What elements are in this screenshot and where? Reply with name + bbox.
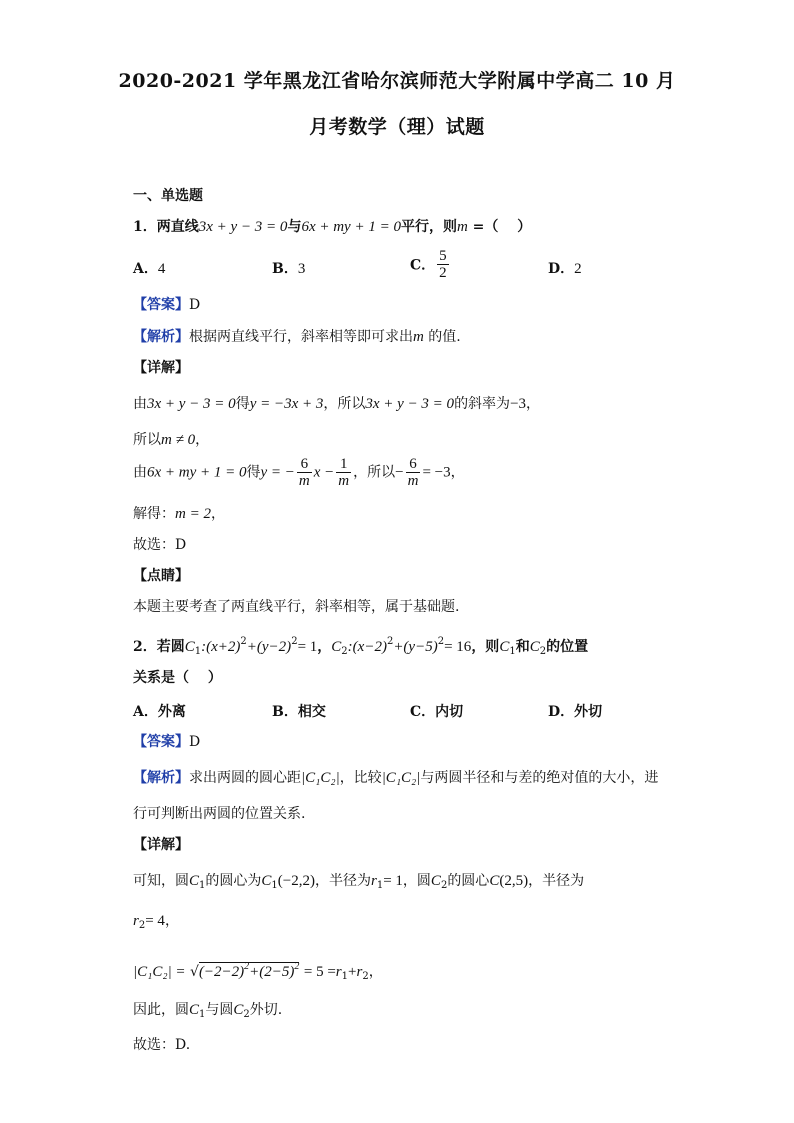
q2-stem: 2．若圆$C_1:(x+2)^2+(y-2)^2= 1$，$C_2:(x-2)^2+(y-5)^2= 16$，则$C_1$和$C_2$的位置 (133, 636, 589, 657)
q2-option-a: A．外离 (133, 704, 186, 720)
q1-option-d: D．2 (548, 261, 582, 277)
analysis-tag: 【解析】 (133, 329, 189, 345)
q1-detail-line5: 故选：D (133, 537, 187, 553)
doc-title-line2: 月考数学（理）试题 (309, 116, 485, 138)
q2-option-c: C．内切 (410, 704, 464, 720)
q1-option-c-fraction: $\frac{5}{2}$ (439, 248, 447, 281)
fraction-6-over-m-2: $\frac{6}{m}$ (407, 456, 419, 489)
q2-analysis-cont: 行可判断出两圆的位置关系. (133, 806, 306, 822)
q1-option-b: B．3 (272, 261, 306, 277)
q2-detail-line3: $|C_1C_2| = √(-2-2)^2+(2-5)^2 = 5 =r_1+r_2$， (133, 961, 383, 982)
sqrt-sign: √ (190, 964, 199, 980)
q1-comment-tag: 【点睛】 (133, 568, 189, 584)
section-heading: 一、单选题 (133, 188, 203, 204)
q1-answer: 【答案】D (133, 297, 201, 313)
doc-title-line1: 2020-2021 学年黑龙江省哈尔滨师范大学附属中学高二 10 月 (118, 70, 676, 92)
fraction-6-over-m: $\frac{6}{m}$ (298, 456, 310, 489)
answer-tag: 【答案】 (133, 734, 189, 750)
sqrt-radicand: $(-2-2)^2+(2-5)^2$ (198, 961, 300, 980)
q1-line-b: 6x + my + 1 = 0 (301, 219, 401, 235)
q2-detail-line2: $r_2= 4$， (133, 913, 179, 931)
q1-option-a: A．4 (133, 261, 166, 277)
q1-line-a: 3x + y − 3 = 0 (198, 219, 288, 235)
q2-detail-line1: 可知，圆$C_1$的圆心为$C_1(-2,2)$，半径为$r_1= 1$，圆$C_2$的圆心C(2,5)，半径为 (133, 873, 585, 891)
q1-comment: 本题主要考查了两直线平行，斜率相等，属于基础题. (133, 599, 460, 615)
q2-number: 2． (133, 639, 157, 655)
q1-detail-line4: 解得：m = 2， (133, 506, 225, 522)
q1-detail-line2: 所以m ≠ 0， (133, 432, 210, 448)
q1-detail-line3: 由6x + my + 1 = 0得y = − $\frac{6}{m}$ x − $\frac{1}{m}$ ，所以− $\frac{6}{m}$ = −3， (133, 456, 465, 489)
q1-detail-line1: 由3x + y − 3 = 0得y = −3x + 3，所以3x + y − 3 = 0的斜率为−3， (133, 396, 541, 412)
fraction-1-over-m: $\frac{1}{m}$ (338, 456, 350, 489)
q1-analysis: 【解析】根据两直线平行，斜率相等即可求出m 的值. (133, 329, 461, 345)
analysis-tag: 【解析】 (133, 770, 189, 786)
q2-option-d: D．外切 (548, 704, 603, 720)
q1-detail-tag: 【详解】 (133, 360, 189, 376)
q2-stem-cont: 关系是（ ） (133, 670, 222, 686)
q1-option-c: C． $\frac{5}{2}$ (410, 248, 447, 281)
q2-option-b: B．相交 (272, 704, 326, 720)
q2-detail-tag: 【详解】 (133, 837, 189, 853)
q2-analysis: 【解析】求出两圆的圆心距|C₁C₂|，比较|C₁C₂|与两圆半径和与差的绝对值的大小，进 (133, 770, 659, 786)
answer-tag: 【答案】 (133, 297, 189, 313)
q2-answer: 【答案】D (133, 734, 201, 750)
q2-detail-line4: 因此，圆$C_1$与圆$C_2$外切. (133, 1002, 283, 1020)
q2-detail-line5: 故选：D. (133, 1037, 191, 1053)
q1-number: 1． (133, 219, 157, 235)
q1-stem: 1．两直线3x + y − 3 = 0与6x + my + 1 = 0平行，则m =（ ） (133, 219, 532, 235)
